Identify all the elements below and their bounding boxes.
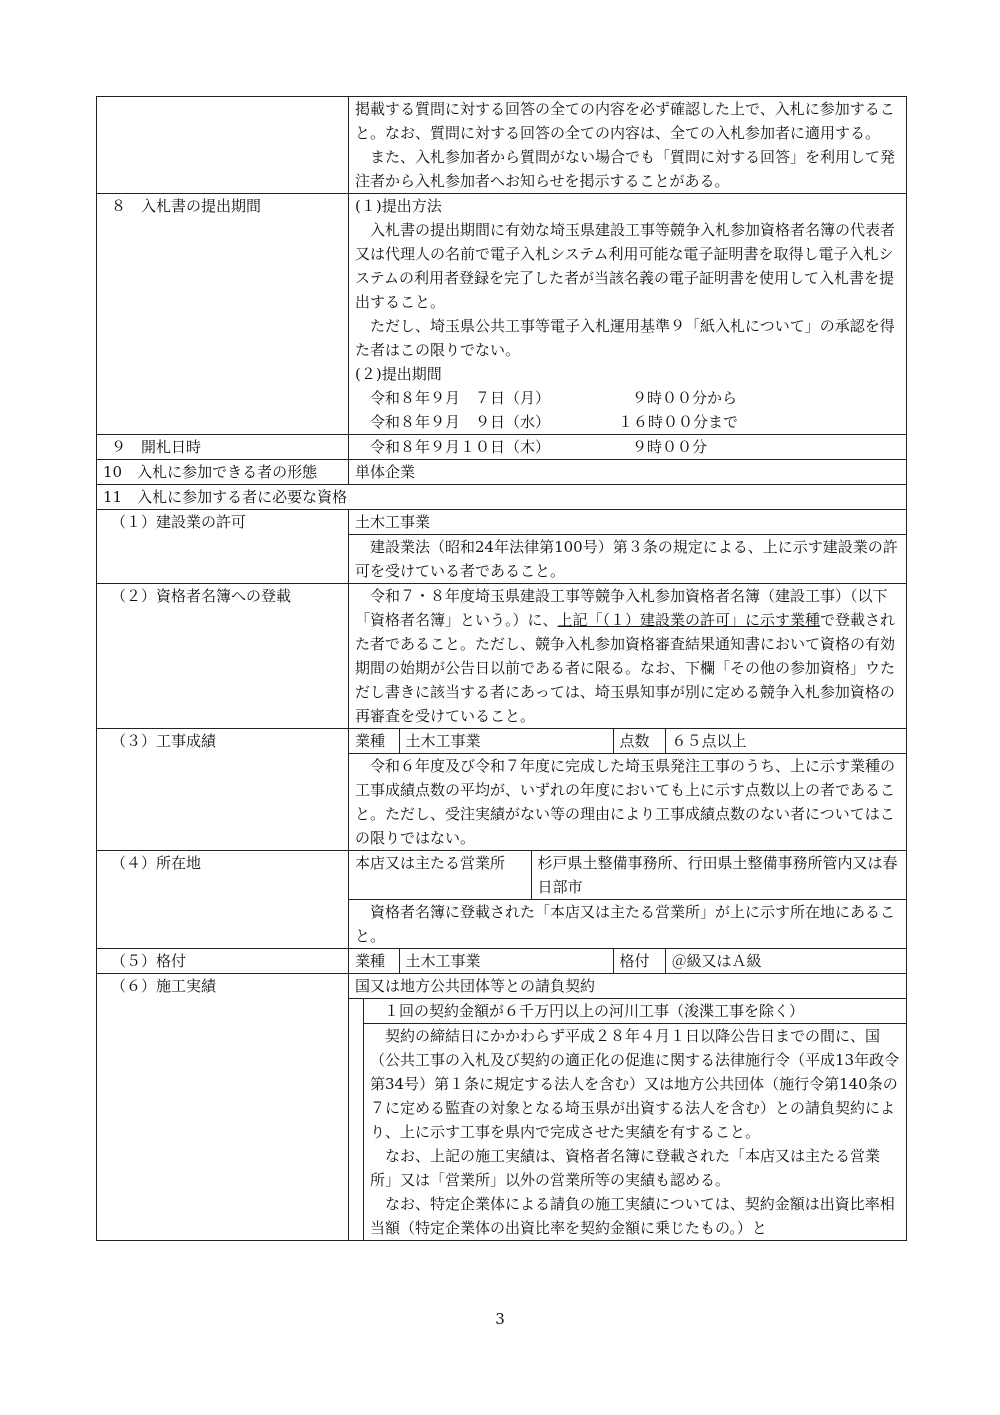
value-cell: 土木工事業: [399, 949, 613, 973]
document-table: [96, 96, 907, 1241]
schedule-time: １６時００分まで: [618, 413, 739, 431]
value-cell: 土木工事業: [399, 729, 613, 754]
sub-table: [349, 851, 906, 900]
paragraph: なお、上記の施工実績は、資格者名簿に登載された「本店又は主たる営業所」又は「営業所」以外の営業所等の実績も認める。: [370, 1147, 881, 1189]
row-content: [349, 194, 907, 435]
schedule-date: 令和８年９月 ７日（月）: [370, 389, 551, 407]
value-cell: 土木工事業: [349, 510, 906, 535]
paragraph: 入札書の提出期間に有効な埼玉県建設工事等競争入札参加資格者名簿の代表者又は代理人の名前で電子入札システム利用可能な電子証明書を取得し電子入札システムの利用者登録を完了した者が当該名義の電子証明書を使用して入札書を提出すること。: [355, 221, 896, 311]
paragraph: 令和６年度及び令和７年度に完成した埼玉県発注工事のうち、上に示す業種の工事成績点数の平均が、いずれの年度においても上に示す点数以上の者であること。ただし、受注実績がない等の理由により工事成績点数のない者についてはこの限りではない。: [355, 757, 896, 847]
value-cell: 杉戸県土整備事務所、行田県土整備事務所管内又は春日部市: [531, 851, 906, 900]
table-row: [97, 460, 907, 485]
row-content: 単体企業: [349, 460, 907, 485]
page-number: 3: [495, 1310, 505, 1328]
table-row: [97, 729, 907, 851]
table-row: [97, 949, 907, 974]
row-content: [349, 510, 907, 584]
paragraph: また、入札参加者から質問がない場合でも「質問に対する回答」を利用して発注者から入札参加者へお知らせを掲示することがある。: [355, 148, 896, 190]
paragraph: [355, 584, 900, 728]
key-cell: 本店又は主たる営業所: [349, 851, 531, 900]
section-heading: 11 入札に参加する者に必要な資格: [97, 485, 907, 510]
paragraph: 建設業法（昭和24年法律第100号）第３条の規定による、上に示す建設業の許可を受けている者であること。: [355, 538, 898, 580]
key-cell: 業種: [349, 729, 399, 754]
row-label: （２）資格者名簿への登載: [97, 584, 349, 729]
text-run: 令和７・８年度埼玉県建設工事等競争入札参加資格者名簿（建設工事）（以下「資格者名簿」という。）に、: [355, 587, 888, 629]
value-cell: ６５点以上: [665, 729, 906, 754]
row-label: （６）施工実績: [97, 974, 349, 1241]
table-row: [97, 435, 907, 460]
schedule-line: [355, 410, 900, 434]
row-label: [97, 97, 349, 194]
key-cell: 業種: [349, 949, 399, 973]
schedule-line: [355, 435, 900, 459]
schedule-line: [355, 386, 900, 410]
paragraph: ただし、埼玉県公共工事等電子入札運用基準９「紙入札について」の承認を得た者はこの限りでない。: [355, 317, 895, 359]
row-content: [349, 949, 907, 974]
table-row: [97, 97, 907, 194]
row-content: [349, 97, 907, 194]
sub-table: [349, 729, 906, 754]
row-label: 10 入札に参加できる者の形態: [97, 460, 349, 485]
subheading: 国又は地方公共団体等との請負契約: [349, 974, 906, 999]
row-label: ８ 入札書の提出期間: [97, 194, 349, 435]
row-content: [349, 729, 907, 851]
subheading: (２)提出期間: [355, 365, 442, 383]
table-row: [97, 485, 907, 510]
row-label: （５）格付: [97, 949, 349, 974]
schedule-date: 令和８年９月 ９日（水）: [370, 413, 551, 431]
row-content: [349, 435, 907, 460]
paragraph: 契約の締結日にかかわらず平成２８年４月１日以降公告日までの間に、国（公共工事の入札及び契約の適正化の促進に関する法律施行令（平成13年政令第34号）第１条に規定する法人を含む）又は地方公共団体（施行令第140条の７に定める監査の対象となる埼玉県が出資する法人を含む）との請負契約により、上に示す工事を県内で完成させた実績を有すること。: [370, 1027, 900, 1141]
value-cell: ＠級又はＡ級: [665, 949, 906, 973]
subheading: (１)提出方法: [355, 197, 442, 215]
table-row: [97, 584, 907, 729]
key-cell: 点数: [613, 729, 665, 754]
paragraph: なお、特定企業体による請負の施工実績については、契約金額は出資比率相当額（特定企業体の出資比率を契約金額に乗じたもの。）と: [370, 1195, 895, 1237]
underlined-text: 上記「（１）建設業の許可」に示す業種: [557, 611, 821, 629]
schedule-time: ９時００分: [632, 438, 708, 456]
schedule-date: 令和８年９月１０日（木）: [370, 438, 551, 456]
row-label: （３）工事成績: [97, 729, 349, 851]
schedule-time: ９時００分から: [632, 389, 738, 407]
row-content: [349, 974, 907, 1241]
key-cell: 格付: [613, 949, 665, 973]
row-content: [349, 584, 907, 729]
row-label: （４）所在地: [97, 851, 349, 949]
row-content: [349, 851, 907, 949]
table-row: [97, 974, 907, 1241]
subheading: １回の契約金額が６千万円以上の河川工事（浚渫工事を除く）: [364, 999, 906, 1024]
text-run: で登載された者であること。ただし、競争入札参加資格審査結果通知書において資格の有効期間の始期が公告日以前である者に限る。なお、下欄「その他の参加資格」ウただし書きに該当する者にあっては、埼玉県知事が別に定める競争入札参加資格の再審査を受けていること。: [355, 611, 896, 725]
sub-table: [349, 949, 906, 973]
table-row: [97, 194, 907, 435]
paragraph: 掲載する質問に対する回答の全ての内容を必ず確認した上で、入札に参加すること。なお、質問に対する回答の全ての内容は、全ての入札参加者に適用する。: [355, 100, 895, 142]
paragraph: 資格者名簿に登載された「本店又は主たる営業所」が上に示す所在地にあること。: [355, 903, 896, 945]
row-label: （１）建設業の許可: [97, 510, 349, 584]
table-row: [97, 510, 907, 584]
table-row: [97, 851, 907, 949]
row-label: ９ 開札日時: [97, 435, 349, 460]
